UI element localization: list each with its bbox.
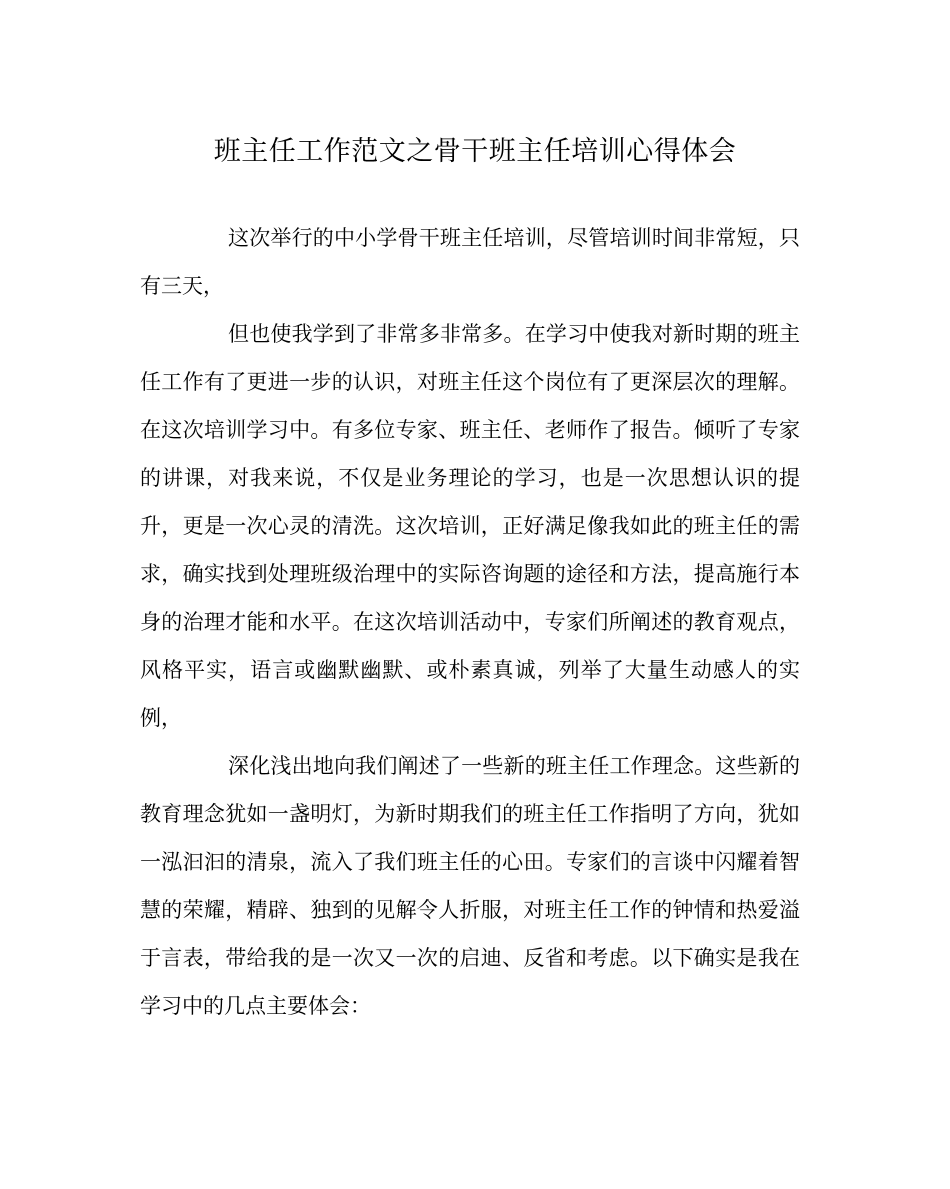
document-title: 班主任工作范文之骨干班主任培训心得体会: [213, 136, 737, 167]
paragraph-1: 这次举行的中小学骨干班主任培训，尽管培训时间非常短，只有三天，: [140, 226, 800, 298]
document-body: [140, 214, 800, 1030]
paragraph-2: 但也使我学到了非常多非常多。在学习中使我对新时期的班主任工作有了更进一步的认识，对班主任这个岗位有了更深层次的理解。在这次培训学习中。有多位专家、班主任、老师作了报告。倾听了专家的讲课，对我来说，不仅是业务理论的学习，也是一次思想认识的提升，更是一次心灵的清洗。这次培训，正好满足像我如此的班主任的需求，确实找到处理班级治理中的实际咨询题的途径和方法，提高施行本身的治理才能和水平。在这次培训活动中，专家们所阐述的教育观点，风格平实，语言或幽默幽默、或朴素真诚，列举了大量生动感人的实例，: [140, 322, 800, 730]
paragraph-3: 深化浅出地向我们阐述了一些新的班主任工作理念。这些新的教育理念犹如一盏明灯，为新时期我们的班主任工作指明了方向，犹如一泓汩汩的清泉，流入了我们班主任的心田。专家们的言谈中闪耀着智慧的荣耀，精辟、独到的见解令人折服，对班主任工作的钟情和热爱溢于言表，带给我的是一次又一次的启迪、反省和考虑。以下确实是我在学习中的几点主要体会：: [140, 754, 800, 1018]
